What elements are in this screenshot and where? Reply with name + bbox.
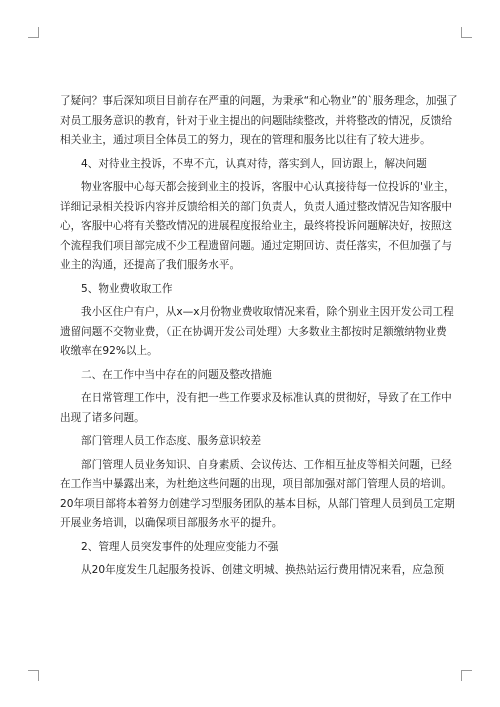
text-line: 收缴率在92%以上。 (60, 345, 158, 357)
crop-mark-bottom-right (461, 670, 472, 681)
text-line: 我小区住户有户，从x—x月份物业费收取情况来看，除个别业主因开发公司工程 (81, 306, 454, 318)
text-line: 对员工服务意识的教育，针对于业主提出的问题陆续整改，并将整改的情况，反馈给 (60, 114, 452, 127)
text-line: 2、管理人员突发事件的处理应变能力不强 (81, 540, 279, 553)
text-line: 在工作当中暴露出来，为杜绝这些问题的出现，项目部加强对部门管理人员的培训。 (60, 478, 452, 490)
text-line: 部门管理人员工作态度、服务意识较差 (81, 435, 262, 447)
text-line: 遗留问题不交物业费，（正在协调开发公司处理）大多数业主都按时足额缴纳物业费 (60, 325, 447, 338)
text-line: 5、物业费收取工作 (81, 282, 173, 295)
text-line: 20年项目部将本着努力创建学习型服务团队的基本目标，从部门管理人员到员工定期 (60, 497, 455, 510)
document-body (60, 92, 458, 581)
text-line: 二、在工作中当中存在的问题及整改措施 (81, 368, 272, 381)
crop-mark-bottom-left (28, 670, 39, 681)
text-line: 物业客服中心每天都会接到业主的投诉，客服中心认真接待每一位投诉的'业主， (81, 181, 455, 193)
text-line: 相关业主，通过项目全体员工的努力，现在的管理和服务比以往有了较大进步。 (60, 134, 431, 146)
text-line: 了疑问？事后深知项目目前存在严重的问题，为秉承“和心物业”的`服务理念，加强了 (60, 95, 458, 107)
text-line: 4、对待业主投诉，不卑不亢，认真对待，落实到人，回访跟上，解决问题 (81, 157, 427, 170)
text-line: 部门管理人员业务知识、自身素质、会议传达、工作相互扯皮等相关问题，已经 (81, 458, 452, 471)
text-line: 详细记录相关投诉内容并反馈给相关的部门负责人，负责人通过整改情况告知客服中 (60, 200, 452, 213)
crop-mark-top-left (28, 27, 39, 38)
text-line: 出现了诸多问题。 (60, 411, 145, 424)
text-line: 在日常管理工作中，没有把一些工作要求及标准认真的贯彻好，导致了在工作中 (81, 392, 452, 404)
text-line: 从20年度发生几起服务投诉、创建文明城、换热站运行费用情况来看，应急预 (81, 564, 445, 576)
text-line: 个流程我们项目部完成不少工程遗留问题。通过定期回访、责任落实，不但加强了与 (60, 239, 452, 252)
text-line: 心，客服中心将有关整改情况的进展程度报给业主，最终将投诉问题解决好，按照这 (60, 220, 452, 232)
text-line: 业主的沟通，还提高了我们服务水平。 (60, 259, 241, 271)
crop-mark-top-right (461, 27, 472, 38)
text-line: 开展业务培训，以确保项目部服务水平的提升。 (60, 517, 283, 529)
